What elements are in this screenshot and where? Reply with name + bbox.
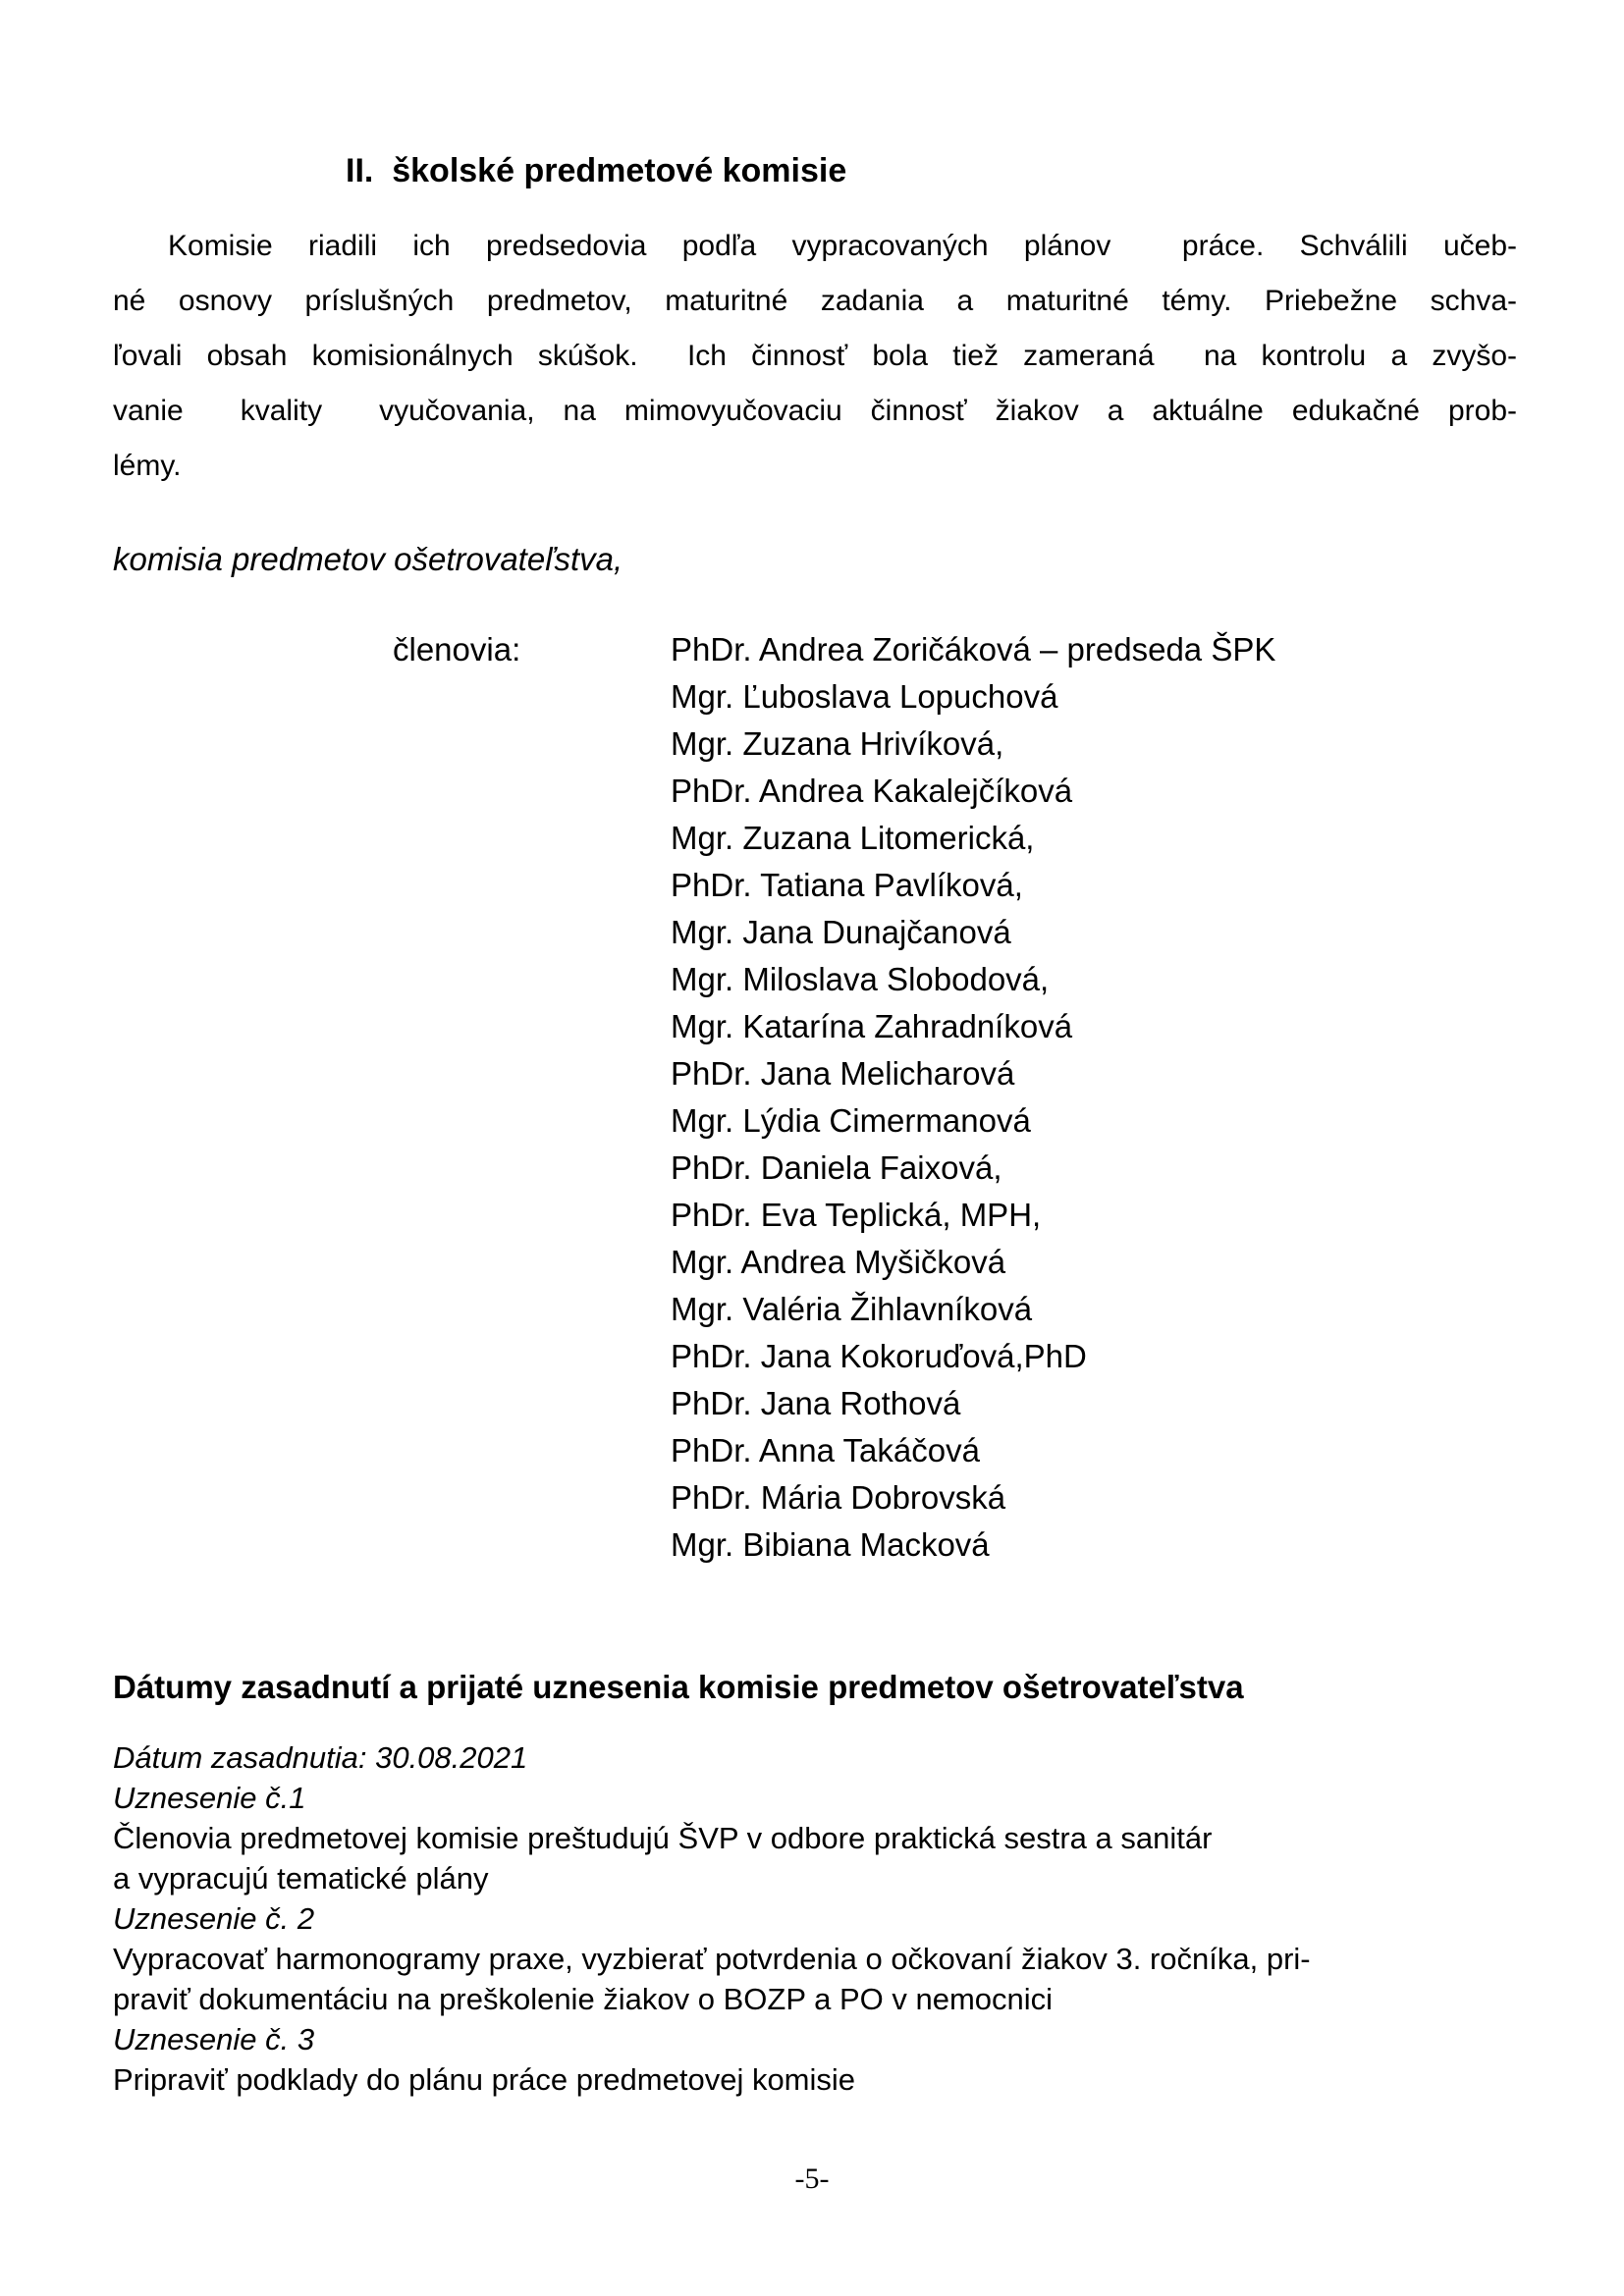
- paragraph-line: né osnovy príslušných predmetov, maturitné zadania a maturitné témy. Priebežne schva-: [113, 285, 1517, 317]
- member-name: PhDr. Jana Melicharová: [671, 1055, 1015, 1092]
- resolution-line: Uznesenie č.1: [113, 1781, 306, 1815]
- member-name: Mgr. Valéria Žihlavníková: [671, 1291, 1033, 1327]
- member-name: Mgr. Zuzana Litomerická,: [671, 820, 1035, 856]
- resolution-line: a vypracujú tematické plány: [113, 1861, 489, 1896]
- committee-heading: komisia predmetov ošetrovateľstva,: [113, 541, 623, 577]
- members-label: členovia:: [393, 631, 521, 667]
- resolution-line: Uznesenie č. 3: [113, 2022, 315, 2056]
- intro-paragraph: [113, 219, 1517, 494]
- member-name: Mgr. Lýdia Cimermanová: [671, 1102, 1031, 1139]
- member-name: Mgr. Bibiana Macková: [671, 1526, 990, 1563]
- member-name: Mgr. Andrea Myšičková: [671, 1244, 1006, 1280]
- resolution-line: Členovia predmetovej komisie preštudujú ŠVP v odbore praktická sestra a sanitár: [113, 1821, 1213, 1855]
- member-name: PhDr. Mária Dobrovská: [671, 1479, 1006, 1516]
- member-name: Mgr. Jana Dunajčanová: [671, 914, 1011, 950]
- member-name: Mgr. Ľuboslava Lopuchová: [671, 678, 1058, 715]
- resolution-line: Vypracovať harmonogramy praxe, vyzbierať potvrdenia o očkovaní žiakov 3. ročníka, pri-: [113, 1942, 1311, 1976]
- member-name: Mgr. Katarína Zahradníková: [671, 1008, 1073, 1044]
- member-name: Mgr. Zuzana Hrivíková,: [671, 725, 1004, 762]
- member-name: PhDr. Andrea Zoričáková – predseda ŠPK: [671, 631, 1276, 667]
- resolution-line: Uznesenie č. 2: [113, 1901, 315, 1936]
- member-name: PhDr. Daniela Faixová,: [671, 1149, 1002, 1186]
- resolution-line: Pripraviť podklady do plánu práce predmetovej komisie: [113, 2062, 856, 2097]
- page-number: -5-: [794, 2163, 830, 2195]
- member-name: PhDr. Eva Teplická, MPH,: [671, 1197, 1042, 1233]
- paragraph-line: Komisie riadili ich predsedovia podľa vypracovaných plánov práce. Schválili učeb-: [168, 230, 1517, 262]
- page-title: II. školské predmetové komisie: [346, 152, 847, 189]
- member-name: Mgr. Miloslava Slobodová,: [671, 961, 1050, 997]
- resolution-line: Dátum zasadnutia: 30.08.2021: [113, 1740, 528, 1775]
- paragraph-line: ľovali obsah komisionálnych skúšok. Ich činnosť bola tiež zameraná na kontrolu a zvyšo-: [113, 340, 1517, 372]
- member-name: PhDr. Jana Rothová: [671, 1385, 961, 1421]
- resolutions-heading: Dátumy zasadnutí a prijaté uznesenia komisie predmetov ošetrovateľstva: [113, 1669, 1244, 1705]
- member-name: PhDr. Andrea Kakalejčíková: [671, 773, 1073, 809]
- paragraph-line: vanie kvality vyučovania, na mimovyučovaciu činnosť žiakov a aktuálne edukačné prob-: [113, 395, 1517, 427]
- resolutions-section: [113, 1737, 1517, 2100]
- member-name: PhDr. Jana Kokoruďová,PhD: [671, 1338, 1087, 1374]
- members-list: [671, 626, 1456, 1569]
- resolution-line: praviť dokumentáciu na preškolenie žiakov o BOZP a PO v nemocnici: [113, 1982, 1054, 2016]
- member-name: PhDr. Tatiana Pavlíková,: [671, 867, 1023, 903]
- member-name: PhDr. Anna Takáčová: [671, 1432, 980, 1468]
- paragraph-line: lémy.: [113, 450, 182, 482]
